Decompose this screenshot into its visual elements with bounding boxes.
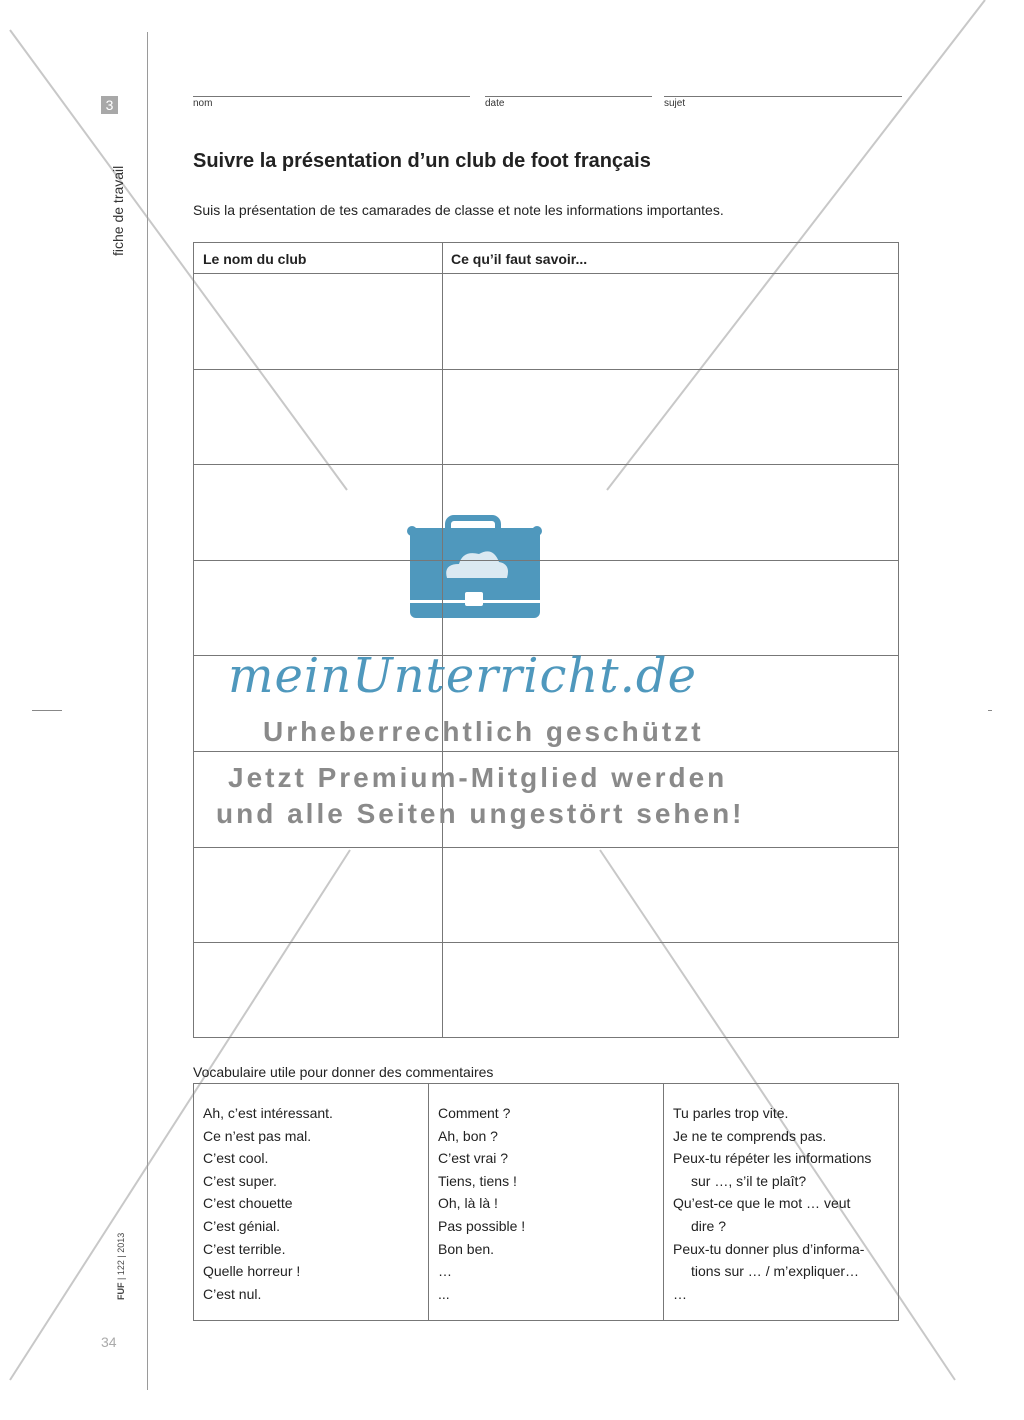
worksheet-type-label: fiche de travail [110,165,126,256]
vocab-phrase: Tiens, tiens ! [438,1172,517,1189]
vocab-phrase: C’est super. [203,1172,277,1189]
vocab-phrase: C’est terrible. [203,1240,286,1257]
vocab-phrase: Bon ben. [438,1240,495,1257]
column-divider [663,1084,664,1320]
header-what-to-know: Ce qu’il faut savoir... [451,251,588,267]
vocab-phrase: Peux-tu donner plus d’informa- [673,1240,865,1257]
publication-code-bold: FUF [116,1282,126,1300]
vocab-phrase: Tu parles trop vite. [673,1105,789,1121]
vocab-column-3 [673,1102,871,1305]
vocab-phrase: … [438,1263,452,1280]
watermark-copyright: Urheberrechtlich geschützt [263,716,704,747]
vocab-phrase: ... [438,1285,450,1302]
row-divider [194,560,898,561]
fold-mark-left [32,710,62,711]
column-divider [442,243,443,1037]
subject-field[interactable]: sujet [664,96,902,109]
vocab-phrase: Qu’est-ce que le mot … veut [673,1195,851,1212]
row-divider [194,942,898,943]
vocab-phrase: Pas possible ! [438,1217,526,1234]
vocab-phrase: dire ? [691,1217,727,1234]
vocab-column-2 [438,1102,525,1305]
watermark-premium: Jetzt Premium-Mitglied werden [228,762,728,793]
vocab-phrase: tions sur … / m’expliquer… [691,1263,860,1280]
vocabulary-table [193,1083,899,1321]
row-divider [194,273,898,274]
header-club-name: Le nom du club [203,251,307,267]
row-divider [194,751,898,752]
column-divider [428,1084,429,1320]
vocab-phrase: … [673,1285,687,1302]
margin-line [147,32,148,1390]
publication-code [116,1233,126,1300]
row-divider [194,369,898,370]
row-divider [194,464,898,465]
row-divider [194,847,898,848]
vocab-phrase: sur …, s’il te plaît? [691,1172,807,1189]
watermark-brand: meinUnterricht.de [228,648,697,704]
vocab-phrase: Ah, c’est intéressant. [203,1105,333,1121]
date-field[interactable]: date [485,96,652,109]
name-field[interactable]: nom [193,96,470,109]
vocab-phrase: C’est chouette [203,1195,293,1212]
vocab-column-1 [203,1102,333,1305]
vocab-phrase: C’est nul. [203,1285,262,1302]
publication-code-rest: | 122 | 2013 [116,1232,126,1283]
chapter-badge: 3 [101,96,118,114]
vocab-phrase: C’est cool. [203,1150,269,1167]
vocab-phrase: Ce n’est pas mal. [203,1127,312,1144]
page-number: 34 [101,1334,117,1350]
vocab-phrase: Oh, là là ! [438,1195,498,1212]
instruction-text: Suis la présentation de tes camarades de classe et note les informations importantes. [193,202,724,218]
vocab-phrase: Quelle horreur ! [203,1263,301,1280]
fold-mark-right [988,710,992,711]
vocabulary-title: Vocabulaire utile pour donner des commentaires [193,1064,494,1080]
vocab-phrase: C’est vrai ? [438,1150,509,1167]
vocab-phrase: Peux-tu répéter les informations [673,1150,872,1167]
vocab-phrase: Je ne te comprends pas. [673,1127,827,1144]
vocab-phrase: Comment ? [438,1105,511,1121]
watermark-premium-2: und alle Seiten ungestört sehen! [216,798,745,829]
page-title: Suivre la présentation d’un club de foot français [193,150,651,172]
vocab-phrase: C’est génial. [203,1217,281,1234]
notes-table [193,242,899,1038]
vocab-phrase: Ah, bon ? [438,1127,498,1144]
